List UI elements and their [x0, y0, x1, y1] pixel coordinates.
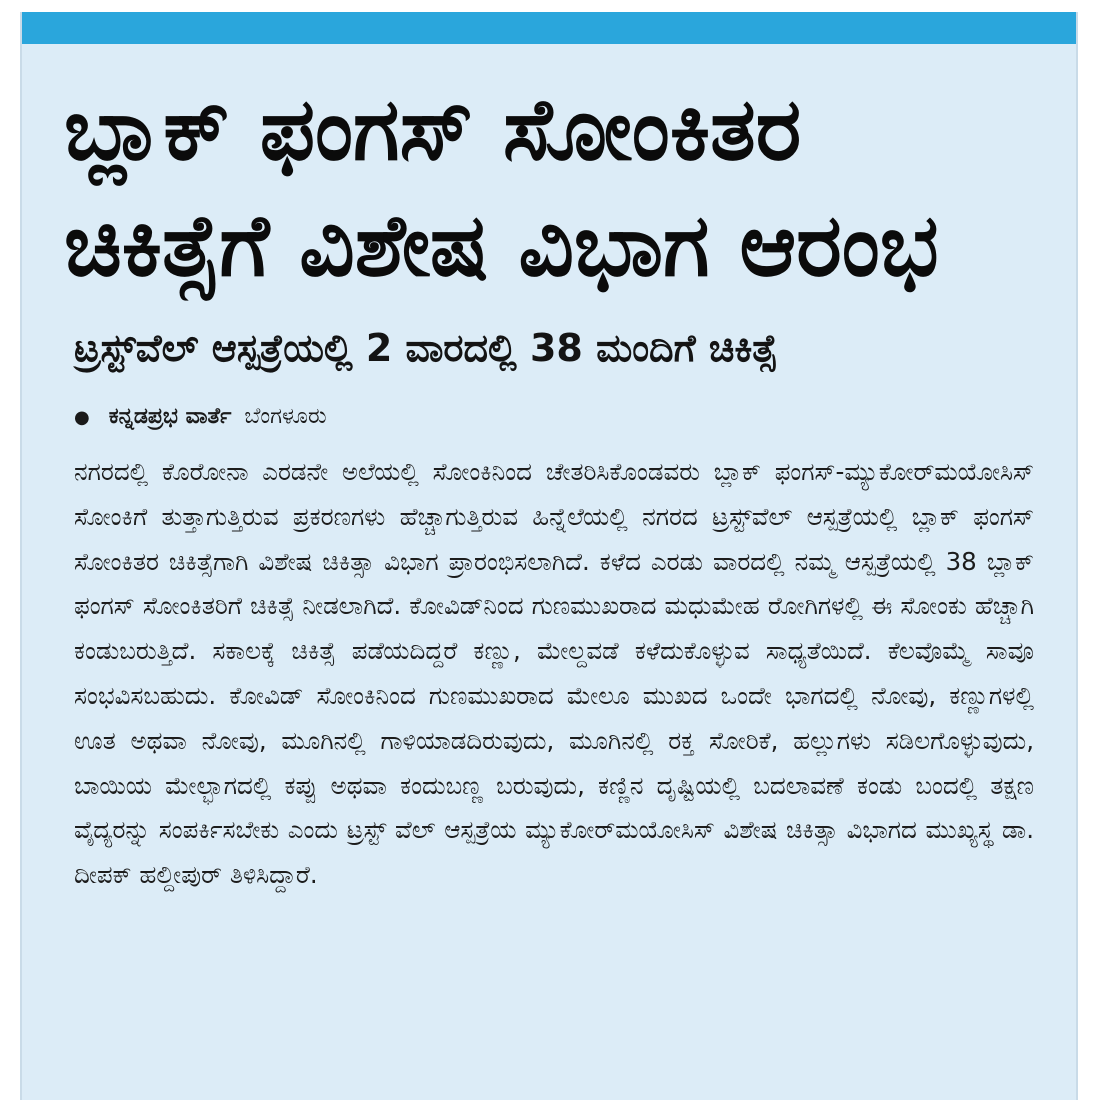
top-accent-bar: [22, 12, 1076, 44]
headline-line-2: ಚಿಕಿತ್ಸೆಗೆ ವಿಶೇಷ ವಿಭಾಗ ಆರಂಭ: [64, 196, 939, 296]
bullet-icon: ●: [74, 407, 90, 428]
byline: [74, 402, 327, 433]
subheadline: ಟ್ರಸ್ಟ್‌ವೆಲ್ ಆಸ್ಪತ್ರೆಯಲ್ಲಿ 2 ವಾರದಲ್ಲಿ 38 ಮಂದಿಗೆ ಚಿಕಿತ್ಸೆ: [74, 326, 778, 370]
article-body: ನಗರದಲ್ಲಿ ಕೊರೋನಾ ಎರಡನೇ ಅಲೆಯಲ್ಲಿ ಸೋಂಕಿನಿಂದ ಚೇತರಿಸಿಕೊಂಡವರು ಬ್ಲಾಕ್ ಫಂಗಸ್-ಮ್ಯುಕೋರ್‌ಮಯೋಸಿಸ್ ಸೋಂಕಿಗೆ ತುತ್ತಾಗುತ್ತಿರುವ ಪ್ರಕರಣಗಳು ಹೆಚ್ಚಾಗುತ್ತಿರುವ ಹಿನ್ನೆಲೆಯಲ್ಲಿ ನಗರದ ಟ್ರಸ್ಟ್‌ವೆಲ್ ಆಸ್ಪತ್ರೆಯಲ್ಲಿ ಬ್ಲಾಕ್ ಫಂಗಸ್ ಸೋಂಕಿತರ ಚಿಕಿತ್ಸೆಗಾಗಿ ವಿಶೇಷ ಚಿಕಿತ್ಸಾ ವಿಭಾಗ ಪ್ರಾರಂಭಿಸಲಾಗಿದೆ. ಕಳೆದ ಎರಡು ವಾರದಲ್ಲಿ ನಮ್ಮ ಆಸ್ಪತ್ರೆಯಲ್ಲಿ 38 ಬ್ಲಾಕ್ ಫಂಗಸ್ ಸೋಂಕಿತರಿಗೆ ಚಿಕಿತ್ಸೆ ನೀಡಲಾಗಿದೆ. ಕೋವಿಡ್‌ನಿಂದ ಗುಣಮುಖರಾದ ಮಧುಮೇಹ ರೋಗಿಗಳಲ್ಲಿ ಈ ಸೋಂಕು ಹೆಚ್ಚಾಗಿ ಕಂಡುಬರುತ್ತಿದೆ. ಸಕಾಲಕ್ಕೆ ಚಿಕಿತ್ಸೆ ಪಡೆಯದಿದ್ದರೆ ಕಣ್ಣು, ಮೇಲ್ದವಡೆ ಕಳೆದುಕೊಳ್ಳುವ ಸಾಧ್ಯತೆಯಿದೆ. ಕೆಲವೊಮ್ಮೆ ಸಾವೂ ಸಂಭವಿಸಬಹುದು. ಕೋವಿಡ್ ಸೋಂಕಿನಿಂದ ಗುಣಮುಖರಾದ ಮೇಲೂ ಮುಖದ ಒಂದೇ ಭಾಗದಲ್ಲಿ ನೋವು, ಕಣ್ಣುಗಳಲ್ಲಿ ಊತ ಅಥವಾ ನೋವು, ಮೂಗಿನಲ್ಲಿ ಗಾಳಿಯಾಡದಿರುವುದು, ಮೂಗಿನಲ್ಲಿ ರಕ್ತ ಸೋರಿಕೆ, ಹಲ್ಲುಗಳು ಸಡಿಲಗೊಳ್ಳುವುದು, ಬಾಯಿಯ ಮೇಲ್ಭಾಗದಲ್ಲಿ ಕಪ್ಪು ಅಥವಾ ಕಂದುಬಣ್ಣ ಬರುವುದು, ಕಣ್ಣಿನ ದೃಷ್ಟಿಯಲ್ಲಿ ಬದಲಾವಣೆ ಕಂಡು ಬಂದಲ್ಲಿ ತಕ್ಷಣ ವೈದ್ಯರನ್ನು ಸಂಪರ್ಕಿಸಬೇಕು ಎಂದು ಟ್ರಸ್ಟ್ ವೆಲ್ ಆಸ್ಪತ್ರೆಯ ಮ್ಯುಕೋರ್‌ಮಯೋಸಿಸ್ ವಿಶೇಷ ಚಿಕಿತ್ಸಾ ವಿಭಾಗದ ಮುಖ್ಯಸ್ಥ ಡಾ. ದೀಪಕ್ ಹಲ್ದೀಪುರ್ ತಿಳಿಸಿದ್ದಾರೆ.: [74, 457, 1034, 890]
news-clipping: [20, 12, 1078, 1100]
headline-line-1: ಬ್ಲಾಕ್ ಫಂಗಸ್ ಸೋಂಕಿತರ: [64, 80, 802, 180]
byline-city: ಬೆಂಗಳೂರು: [244, 404, 327, 429]
headline: [64, 72, 1054, 304]
byline-agency: ಕನ್ನಡಪ್ರಭ ವಾರ್ತೆ: [108, 404, 232, 429]
